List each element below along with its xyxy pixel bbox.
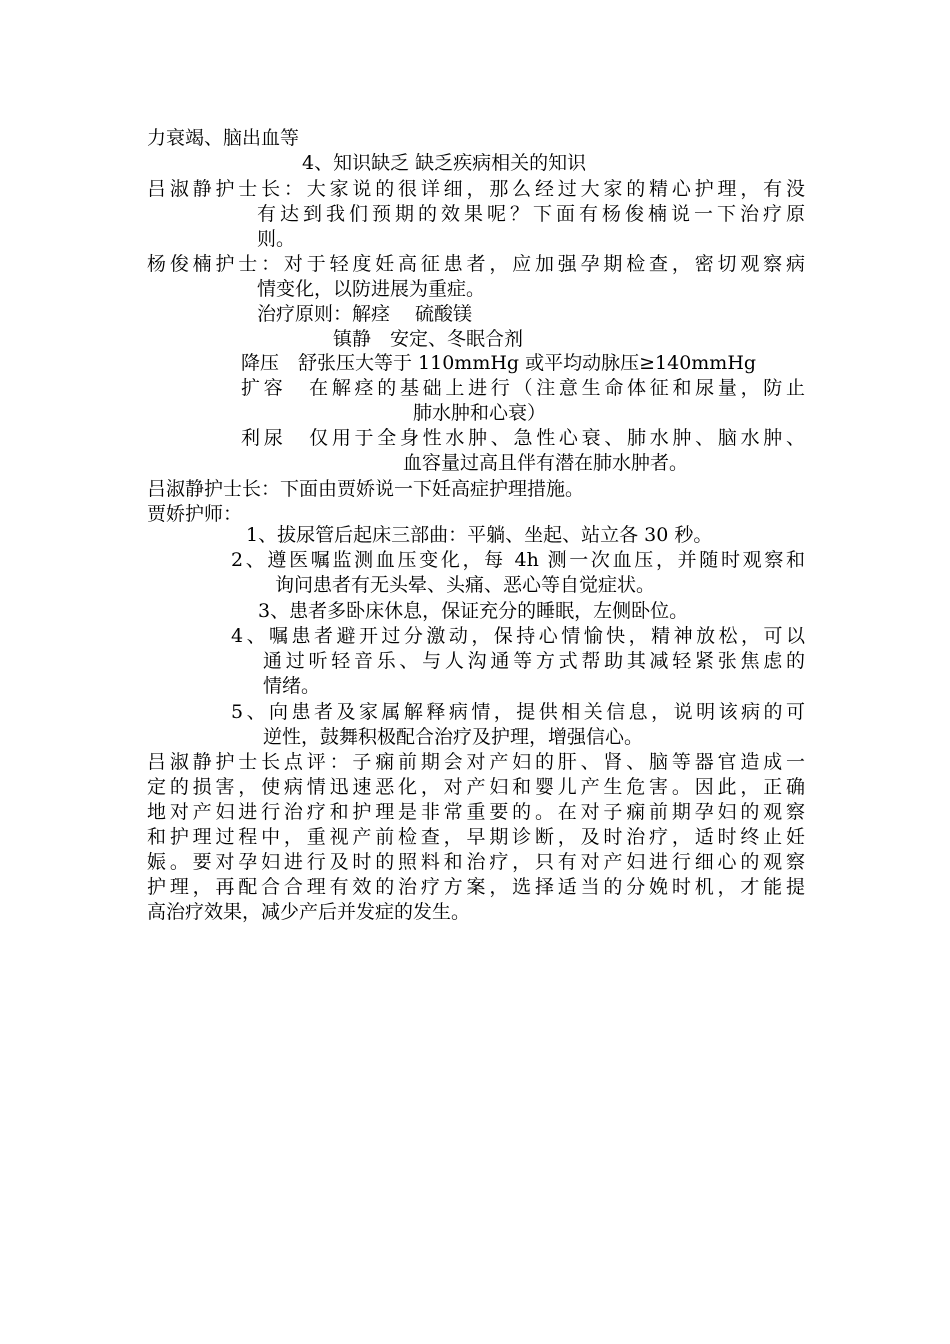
text-line: 肺水肿和心衰） <box>413 402 547 424</box>
text-line: 3、患者多卧床休息，保证充分的睡眠，左侧卧位。 <box>258 600 689 622</box>
text-line: 地对产妇进行治疗和护理是非常重要的。在对子痫前期孕妇的观察 <box>147 801 805 823</box>
text-line: 杨俊楠护士：对于轻度妊高征患者，应加强孕期检查，密切观察病 <box>147 253 805 275</box>
text-line: 娠。要对孕妇进行及时的照料和治疗，只有对产妇进行细心的观察 <box>147 851 805 873</box>
text-line: 吕淑静护士长：下面由贾娇说一下妊高症护理措施。 <box>147 478 585 500</box>
text-line: 和护理过程中，重视产前检查，早期诊断，及时治疗，适时终止妊 <box>147 826 805 848</box>
text-line: 5、向患者及家属解释病情，提供相关信息，说明该病的可 <box>231 701 805 723</box>
text-line: 定的损害，使病情迅速恶化，对产妇和婴儿产生危害。因此，正确 <box>147 776 805 798</box>
text-line: 高治疗效果，减少产后并发症的发生。 <box>147 901 471 923</box>
text-line: 吕淑静护士长点评：子痫前期会对产妇的肝、肾、脑等器官造成一 <box>147 751 805 773</box>
text-line: 贾娇护师： <box>147 503 243 525</box>
text-line: 吕淑静护士长：大家说的很详细，那么经过大家的精心护理，有没 <box>147 178 805 200</box>
text-line: 通过听轻音乐、与人沟通等方式帮助其减轻紧张焦虑的 <box>263 650 805 672</box>
text-line: 4、嘱患者避开过分激动，保持心情愉快，精神放松，可以 <box>231 625 805 647</box>
text-line: 则。 <box>257 228 296 250</box>
text-line: 有达到我们预期的效果呢？下面有杨俊楠说一下治疗原 <box>257 203 805 225</box>
text-line: 2、遵医嘱监测血压变化，每 4h 测一次血压，并随时观察和 <box>231 549 805 571</box>
text-line: 血容量过高且伴有潜在肺水肿者。 <box>403 452 689 474</box>
text-line: 利尿 仅用于全身性水肿、急性心衰、肺水肿、脑水肿、 <box>241 427 805 449</box>
text-line: 力衰竭、脑出血等 <box>147 127 300 149</box>
text-line: 镇静 安定、冬眠合剂 <box>333 328 524 350</box>
text-line: 1、拔尿管后起床三部曲：平躺、坐起、站立各 30 秒。 <box>246 524 713 546</box>
text-line: 逆性，鼓舞积极配合治疗及护理，增强信心。 <box>263 726 644 748</box>
text-line: 情绪。 <box>263 675 321 697</box>
text-line: 情变化，以防进展为重症。 <box>257 278 486 300</box>
text-line: 询问患者有无头晕、头痛、恶心等自觉症状。 <box>275 574 656 596</box>
text-line: 扩容 在解痉的基础上进行（注意生命体征和尿量，防止 <box>241 377 805 399</box>
text-line: 4、知识缺乏 缺乏疾病相关的知识 <box>302 152 587 174</box>
text-line: 降压 舒张压大等于 110mmHg 或平均动脉压≥140mmHg <box>241 352 757 374</box>
text-line: 护理，再配合合理有效的治疗方案，选择适当的分娩时机，才能提 <box>147 876 805 898</box>
text-line: 治疗原则：解痉 硫酸镁 <box>257 303 473 325</box>
